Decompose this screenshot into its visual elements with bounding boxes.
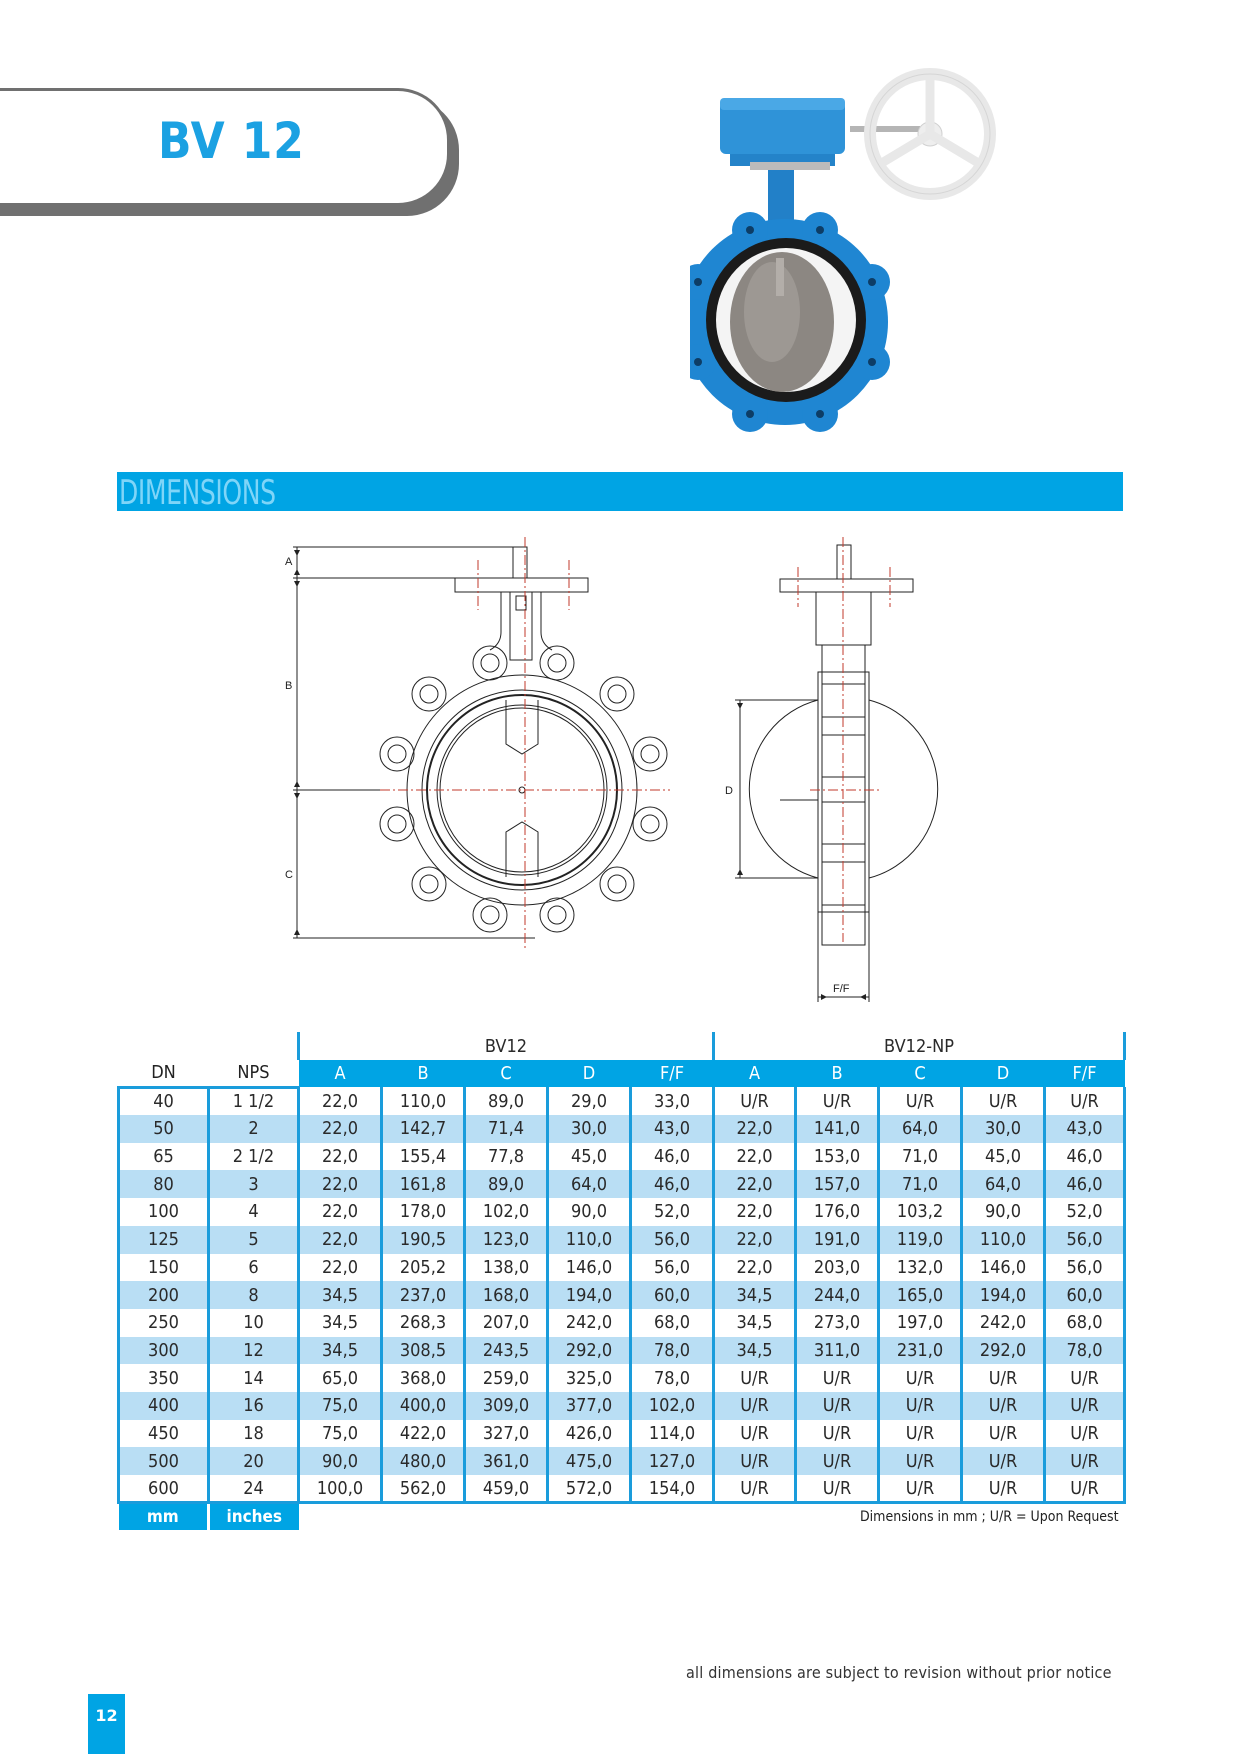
table-row: [119, 1226, 1125, 1254]
table-cell: 480,0: [382, 1447, 465, 1475]
table-cell: 56,0: [631, 1254, 714, 1282]
table-cell: 168,0: [465, 1281, 548, 1309]
table-cell: 14: [209, 1364, 299, 1392]
section-header-dimensions: [117, 472, 1123, 511]
table-cell: 309,0: [465, 1392, 548, 1420]
table-cell: 146,0: [962, 1254, 1045, 1282]
butterfly-valve-photo-icon: [690, 62, 1000, 452]
disclaimer-text: all dimensions are subject to revision without prior notice: [686, 1663, 1112, 1682]
table-cell: 153,0: [796, 1143, 879, 1171]
table-cell: U/R: [962, 1087, 1045, 1115]
table-cell: 29,0: [548, 1087, 631, 1115]
table-row: [119, 1475, 1125, 1503]
table-cell: U/R: [796, 1087, 879, 1115]
table-cell: 327,0: [465, 1420, 548, 1448]
table-cell: 150: [119, 1254, 209, 1282]
table-cell: 78,0: [631, 1337, 714, 1365]
table-row: [119, 1254, 1125, 1282]
table-cell: U/R: [962, 1475, 1045, 1503]
table-row: [119, 1309, 1125, 1337]
dim-label-b: B: [285, 680, 293, 692]
table-row: [119, 1087, 1125, 1115]
table-row: [119, 1281, 1125, 1309]
table-cell: 110,0: [548, 1226, 631, 1254]
table-cell: 110,0: [382, 1087, 465, 1115]
column-header-np-ff: F/F: [1045, 1060, 1125, 1088]
table-cell: 311,0: [796, 1337, 879, 1365]
table-cell: 138,0: [465, 1254, 548, 1282]
table-cell: 176,0: [796, 1198, 879, 1226]
table-cell: 165,0: [879, 1281, 962, 1309]
column-header-np-c: C: [879, 1060, 962, 1088]
table-cell: 5: [209, 1226, 299, 1254]
page-number: 12: [88, 1694, 125, 1754]
column-header-a: A: [299, 1060, 382, 1088]
table-cell: U/R: [962, 1447, 1045, 1475]
table-cell: 56,0: [1045, 1226, 1125, 1254]
table-cell: 30,0: [962, 1115, 1045, 1143]
table-cell: 22,0: [714, 1143, 796, 1171]
front-view-drawing-icon: [285, 532, 670, 952]
table-cell: U/R: [1045, 1420, 1125, 1448]
table-cell: 1 1/2: [209, 1087, 299, 1115]
table-cell: 142,7: [382, 1115, 465, 1143]
table-cell: 68,0: [631, 1309, 714, 1337]
table-cell: 368,0: [382, 1364, 465, 1392]
table-cell: 60,0: [1045, 1281, 1125, 1309]
dimensions-table-body: [119, 1087, 1125, 1502]
table-cell: 178,0: [382, 1198, 465, 1226]
table-cell: 127,0: [631, 1447, 714, 1475]
table-cell: U/R: [962, 1364, 1045, 1392]
table-cell: 244,0: [796, 1281, 879, 1309]
table-cell: 22,0: [714, 1115, 796, 1143]
dim-label-ff: F/F: [833, 983, 850, 995]
column-header-ff: F/F: [631, 1060, 714, 1088]
table-cell: 273,0: [796, 1309, 879, 1337]
table-cell: 200: [119, 1281, 209, 1309]
table-cell: 242,0: [548, 1309, 631, 1337]
table-cell: 64,0: [548, 1170, 631, 1198]
table-cell: 207,0: [465, 1309, 548, 1337]
table-cell: 52,0: [631, 1198, 714, 1226]
table-cell: 60,0: [631, 1281, 714, 1309]
table-cell: 300: [119, 1337, 209, 1365]
table-cell: 123,0: [465, 1226, 548, 1254]
table-row: [119, 1392, 1125, 1420]
table-row: [119, 1364, 1125, 1392]
unit-label-inches: inches: [209, 1503, 299, 1531]
table-cell: 268,3: [382, 1309, 465, 1337]
table-cell: 4: [209, 1198, 299, 1226]
table-cell: 197,0: [879, 1309, 962, 1337]
table-cell: 16: [209, 1392, 299, 1420]
table-cell: 361,0: [465, 1447, 548, 1475]
table-row: [119, 1337, 1125, 1365]
dimensions-table-container: [117, 1032, 1123, 1530]
table-cell: U/R: [879, 1087, 962, 1115]
table-cell: 34,5: [714, 1337, 796, 1365]
table-cell: 572,0: [548, 1475, 631, 1503]
table-cell: 71,0: [879, 1143, 962, 1171]
table-cell: U/R: [714, 1475, 796, 1503]
column-header-c: C: [465, 1060, 548, 1088]
table-cell: 78,0: [631, 1364, 714, 1392]
table-cell: 12: [209, 1337, 299, 1365]
table-cell: 64,0: [962, 1170, 1045, 1198]
table-cell: U/R: [714, 1087, 796, 1115]
table-cell: 154,0: [631, 1475, 714, 1503]
column-header-dn: DN: [119, 1060, 209, 1088]
table-cell: 34,5: [299, 1337, 382, 1365]
table-cell: 6: [209, 1254, 299, 1282]
table-cell: 33,0: [631, 1087, 714, 1115]
table-cell: 56,0: [1045, 1254, 1125, 1282]
table-cell: 65: [119, 1143, 209, 1171]
table-cell: U/R: [796, 1420, 879, 1448]
table-cell: 40: [119, 1087, 209, 1115]
table-cell: 194,0: [548, 1281, 631, 1309]
table-cell: 22,0: [299, 1143, 382, 1171]
table-cell: 52,0: [1045, 1198, 1125, 1226]
group-header-bv12-np: BV12-NP: [714, 1032, 1125, 1060]
dim-label-a: A: [285, 556, 293, 568]
table-cell: U/R: [796, 1392, 879, 1420]
column-header-np-d: D: [962, 1060, 1045, 1088]
table-cell: 155,4: [382, 1143, 465, 1171]
table-cell: 400: [119, 1392, 209, 1420]
table-cell: U/R: [796, 1447, 879, 1475]
column-header-np-a: A: [714, 1060, 796, 1088]
table-cell: 22,0: [714, 1170, 796, 1198]
table-cell: 22,0: [299, 1198, 382, 1226]
table-cell: 562,0: [382, 1475, 465, 1503]
table-cell: 325,0: [548, 1364, 631, 1392]
table-note: Dimensions in mm ; U/R = Upon Request: [859, 1509, 1119, 1526]
table-cell: 100: [119, 1198, 209, 1226]
table-cell: 103,2: [879, 1198, 962, 1226]
table-cell: 46,0: [1045, 1143, 1125, 1171]
table-cell: 308,5: [382, 1337, 465, 1365]
table-cell: 90,0: [299, 1447, 382, 1475]
table-cell: 600: [119, 1475, 209, 1503]
table-cell: 89,0: [465, 1170, 548, 1198]
table-cell: 250: [119, 1309, 209, 1337]
table-cell: 194,0: [962, 1281, 1045, 1309]
table-cell: 65,0: [299, 1364, 382, 1392]
table-cell: U/R: [1045, 1447, 1125, 1475]
table-cell: 350: [119, 1364, 209, 1392]
table-cell: 71,4: [465, 1115, 548, 1143]
table-cell: U/R: [879, 1364, 962, 1392]
table-cell: 292,0: [548, 1337, 631, 1365]
table-cell: 459,0: [465, 1475, 548, 1503]
table-cell: 475,0: [548, 1447, 631, 1475]
table-cell: 3: [209, 1170, 299, 1198]
table-cell: 22,0: [299, 1170, 382, 1198]
table-cell: 141,0: [796, 1115, 879, 1143]
table-cell: 43,0: [1045, 1115, 1125, 1143]
table-cell: 68,0: [1045, 1309, 1125, 1337]
table-cell: U/R: [879, 1475, 962, 1503]
table-cell: 50: [119, 1115, 209, 1143]
group-header-bv12: BV12: [299, 1032, 714, 1060]
unit-label-mm: mm: [119, 1503, 209, 1531]
table-cell: 22,0: [299, 1087, 382, 1115]
table-cell: 22,0: [714, 1198, 796, 1226]
table-cell: U/R: [714, 1420, 796, 1448]
table-cell: 161,8: [382, 1170, 465, 1198]
table-cell: 191,0: [796, 1226, 879, 1254]
table-cell: U/R: [796, 1475, 879, 1503]
table-cell: U/R: [1045, 1392, 1125, 1420]
column-header-b: B: [382, 1060, 465, 1088]
table-cell: 34,5: [299, 1309, 382, 1337]
table-row: [119, 1143, 1125, 1171]
table-cell: U/R: [879, 1420, 962, 1448]
table-cell: 10: [209, 1309, 299, 1337]
table-cell: 125: [119, 1226, 209, 1254]
table-cell: U/R: [962, 1420, 1045, 1448]
table-cell: U/R: [1045, 1087, 1125, 1115]
table-cell: 237,0: [382, 1281, 465, 1309]
table-cell: 450: [119, 1420, 209, 1448]
table-cell: 90,0: [962, 1198, 1045, 1226]
table-cell: 2: [209, 1115, 299, 1143]
empty-group-header: [119, 1032, 299, 1060]
page-title: BV 12: [158, 112, 305, 170]
table-cell: 71,0: [879, 1170, 962, 1198]
table-cell: U/R: [1045, 1364, 1125, 1392]
table-cell: 77,8: [465, 1143, 548, 1171]
table-cell: 500: [119, 1447, 209, 1475]
table-cell: 34,5: [714, 1309, 796, 1337]
table-row: [119, 1420, 1125, 1448]
table-cell: 30,0: [548, 1115, 631, 1143]
side-view-drawing-icon: [700, 532, 960, 1002]
table-cell: 2 1/2: [209, 1143, 299, 1171]
table-cell: 45,0: [548, 1143, 631, 1171]
table-cell: 259,0: [465, 1364, 548, 1392]
table-cell: 45,0: [962, 1143, 1045, 1171]
table-cell: U/R: [962, 1392, 1045, 1420]
table-cell: 18: [209, 1420, 299, 1448]
table-cell: 34,5: [714, 1281, 796, 1309]
table-cell: U/R: [714, 1392, 796, 1420]
table-cell: 205,2: [382, 1254, 465, 1282]
table-cell: 80: [119, 1170, 209, 1198]
table-cell: 46,0: [631, 1170, 714, 1198]
table-cell: 34,5: [299, 1281, 382, 1309]
table-cell: 75,0: [299, 1420, 382, 1448]
table-cell: U/R: [714, 1364, 796, 1392]
table-cell: 22,0: [299, 1226, 382, 1254]
table-cell: 119,0: [879, 1226, 962, 1254]
table-cell: 90,0: [548, 1198, 631, 1226]
table-cell: 22,0: [714, 1226, 796, 1254]
table-cell: 110,0: [962, 1226, 1045, 1254]
table-cell: 22,0: [299, 1254, 382, 1282]
table-cell: 89,0: [465, 1087, 548, 1115]
table-cell: 157,0: [796, 1170, 879, 1198]
table-cell: 102,0: [465, 1198, 548, 1226]
table-cell: 132,0: [879, 1254, 962, 1282]
table-cell: 203,0: [796, 1254, 879, 1282]
table-cell: 242,0: [962, 1309, 1045, 1337]
dim-label-d: D: [725, 785, 733, 797]
table-row: [119, 1447, 1125, 1475]
column-header-d: D: [548, 1060, 631, 1088]
table-cell: 46,0: [631, 1143, 714, 1171]
table-cell: 422,0: [382, 1420, 465, 1448]
table-cell: 102,0: [631, 1392, 714, 1420]
table-row: [119, 1198, 1125, 1226]
table-cell: U/R: [796, 1364, 879, 1392]
table-cell: 43,0: [631, 1115, 714, 1143]
table-cell: U/R: [879, 1392, 962, 1420]
section-title: DIMENSIONS: [119, 473, 276, 513]
dimensions-table: [117, 1032, 1126, 1530]
table-cell: 292,0: [962, 1337, 1045, 1365]
table-cell: U/R: [1045, 1475, 1125, 1503]
table-cell: 426,0: [548, 1420, 631, 1448]
table-row: [119, 1115, 1125, 1143]
table-cell: 114,0: [631, 1420, 714, 1448]
table-cell: 100,0: [299, 1475, 382, 1503]
table-cell: 377,0: [548, 1392, 631, 1420]
table-cell: U/R: [714, 1447, 796, 1475]
table-cell: 78,0: [1045, 1337, 1125, 1365]
table-cell: 243,5: [465, 1337, 548, 1365]
table-cell: 22,0: [299, 1115, 382, 1143]
table-row: [119, 1170, 1125, 1198]
table-cell: 8: [209, 1281, 299, 1309]
table-cell: 64,0: [879, 1115, 962, 1143]
table-cell: 24: [209, 1475, 299, 1503]
table-cell: 46,0: [1045, 1170, 1125, 1198]
dim-label-c: C: [285, 869, 293, 881]
column-header-np-b: B: [796, 1060, 879, 1088]
table-cell: 400,0: [382, 1392, 465, 1420]
table-cell: 190,5: [382, 1226, 465, 1254]
table-cell: 56,0: [631, 1226, 714, 1254]
table-cell: 22,0: [714, 1254, 796, 1282]
table-cell: 20: [209, 1447, 299, 1475]
column-header-nps: NPS: [209, 1060, 299, 1088]
table-cell: 75,0: [299, 1392, 382, 1420]
table-cell: U/R: [879, 1447, 962, 1475]
table-cell: 231,0: [879, 1337, 962, 1365]
table-cell: 146,0: [548, 1254, 631, 1282]
